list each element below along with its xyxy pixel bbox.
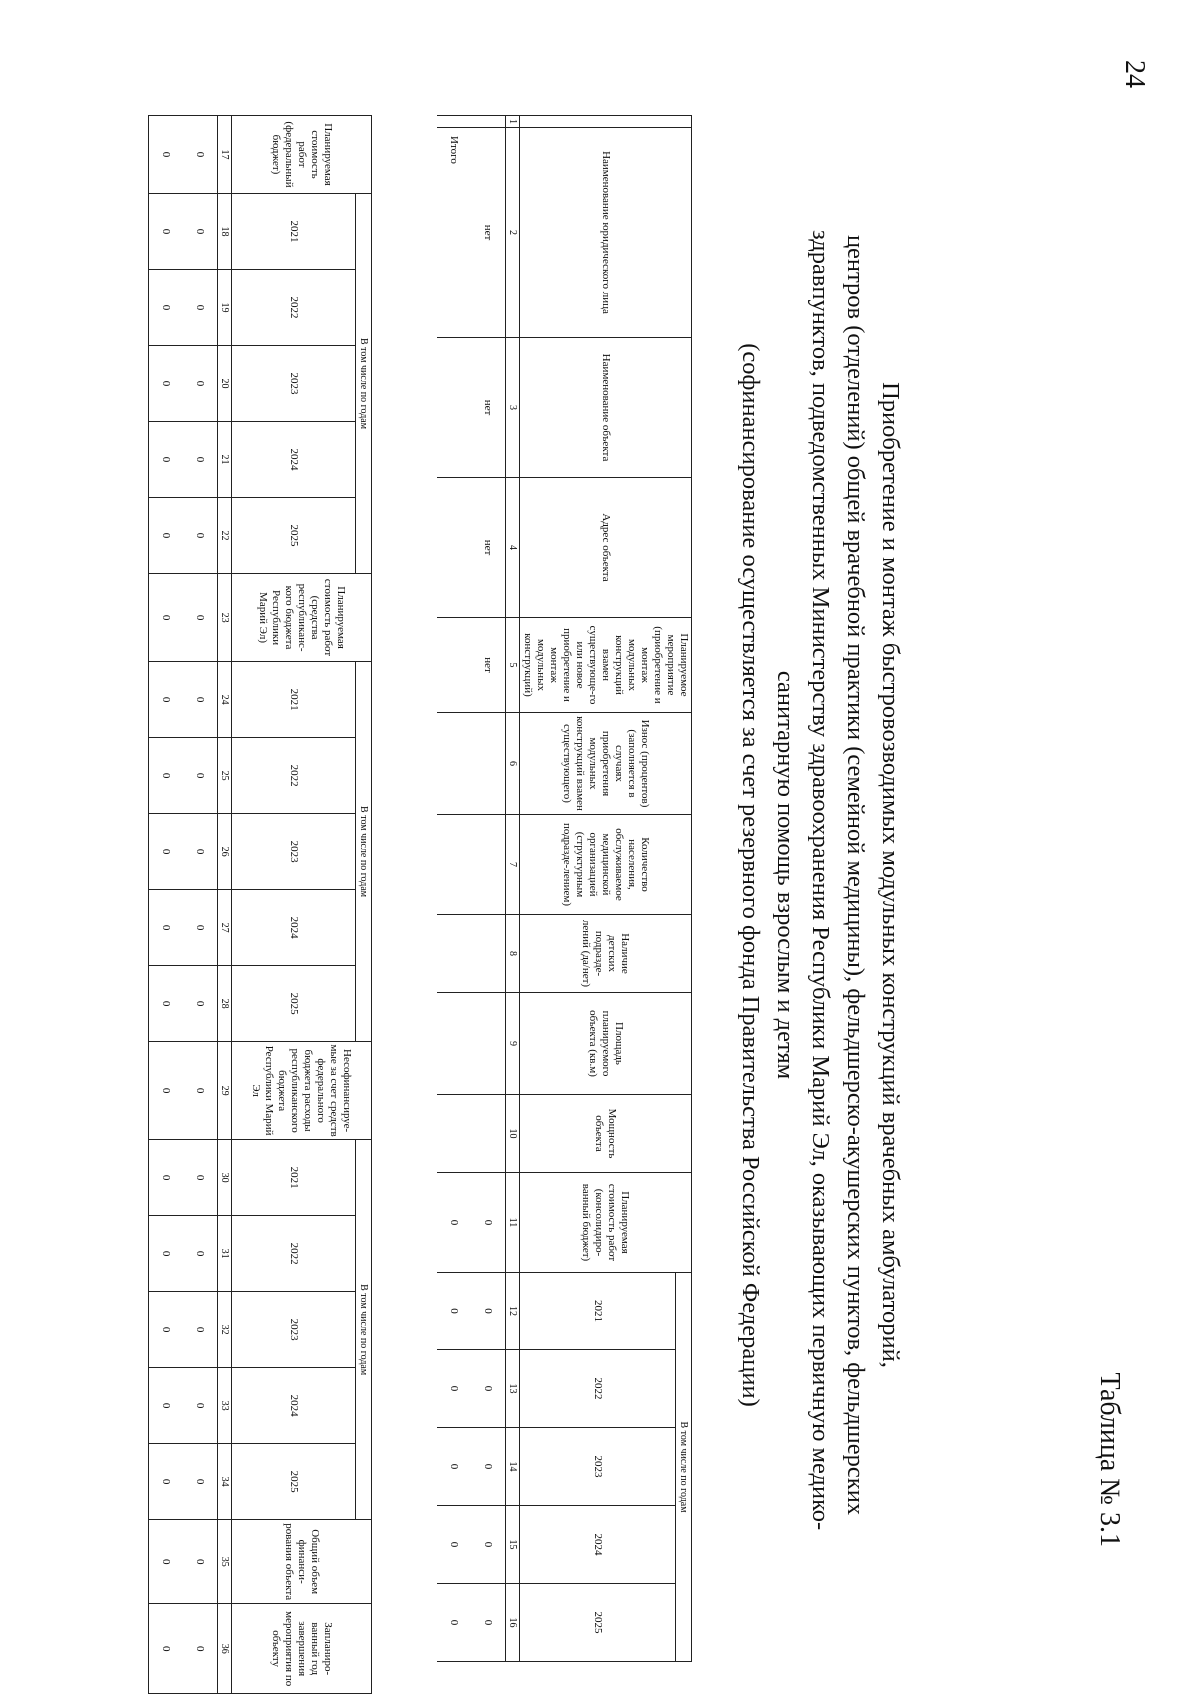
data-cell: 0 (437, 1350, 471, 1428)
data-cell: нет (471, 338, 506, 478)
col-number: 29 (218, 1042, 232, 1140)
data-cell: 0 (183, 890, 218, 966)
table2-header-row (356, 116, 372, 1694)
data-cell: 0 (471, 1584, 506, 1662)
data-cell: 0 (183, 814, 218, 890)
col-number: 8 (506, 915, 520, 993)
header-by-years: В том числе по годам (356, 662, 372, 1042)
data-cell: 0 (183, 270, 218, 346)
col-number: 16 (506, 1584, 520, 1662)
col-number: 15 (506, 1506, 520, 1584)
data-cell: 0 (183, 966, 218, 1042)
title-line: центров (отделений) общей врачебной практики (семейной медицины), фельдшерско-акушерских пунктов, фельдшерских (842, 234, 869, 1516)
col-number: 12 (506, 1273, 520, 1350)
col-number: 3 (506, 338, 520, 478)
page-number: 24 (1119, 60, 1150, 88)
data-cell: 0 (183, 194, 218, 270)
table-row-total (437, 116, 471, 1662)
year-cell: 2024 (232, 422, 356, 498)
table2-numbers-row (218, 116, 232, 1694)
col-number: 25 (218, 738, 232, 814)
data-cell: 0 (183, 346, 218, 422)
data-cell: 0 (183, 1520, 218, 1604)
year-cell: 2024 (232, 1368, 356, 1444)
col-number: 9 (506, 993, 520, 1095)
title-line: здравпунктов, подведомственных Министерству здравоохранения Республики Марий Эл, оказывающих первичную медико- (807, 230, 834, 1531)
data-cell: 0 (437, 1428, 471, 1506)
year-cell: 2025 (232, 966, 356, 1042)
data-cell: 0 (183, 498, 218, 574)
col-number: 7 (506, 815, 520, 915)
col-number: 31 (218, 1216, 232, 1292)
data-cell: 0 (149, 1520, 184, 1604)
col-number: 33 (218, 1368, 232, 1444)
header-planned-activity: Планируемое мероприятие (приобретение и монтаж модульных конструкций взамен существующе-го или новое приобретение и монтаж модульных конструкций) (520, 618, 692, 713)
data-cell: 0 (183, 1292, 218, 1368)
data-cell: 0 (149, 1140, 184, 1216)
data-cell: 0 (471, 1506, 506, 1584)
data-cell (471, 993, 506, 1095)
data-cell: 0 (149, 1444, 184, 1520)
year-cell: 2021 (232, 662, 356, 738)
year-cell: 2025 (232, 1444, 356, 1520)
table1-numbers-row (506, 116, 520, 1662)
title-line: санитарную помощь взрослым и детям (772, 670, 799, 1080)
data-cell (471, 815, 506, 915)
year-cell: 2022 (520, 1350, 676, 1428)
year-cell: 2023 (232, 346, 356, 422)
year-cell: 2025 (232, 498, 356, 574)
col-number: 24 (218, 662, 232, 738)
header-total-financing: Общий объем финанси-рования объекта (232, 1520, 372, 1604)
data-cell: 0 (149, 346, 184, 422)
year-cell: 2023 (232, 814, 356, 890)
data-cell: нет (471, 478, 506, 618)
year-cell: 2021 (232, 1140, 356, 1216)
col-number: 32 (218, 1292, 232, 1368)
data-cell (437, 815, 471, 915)
data-cell (437, 915, 471, 993)
col-number: 18 (218, 194, 232, 270)
header-cell (520, 116, 692, 128)
data-cell: 0 (149, 422, 184, 498)
col-number: 14 (506, 1428, 520, 1506)
header-nonfinanced: Несофинансируе-мые за счет средств федерального бюджета расходы республиканского бюджета Республики Марий Эл (232, 1042, 372, 1140)
table-label: Таблица № 3.1 (1094, 1372, 1125, 1547)
table-objects (437, 115, 692, 1662)
data-cell: 0 (183, 1140, 218, 1216)
data-cell: 0 (149, 890, 184, 966)
header-children-units: Наличие детских подразде-лений (да/нет) (520, 915, 692, 993)
col-number: 36 (218, 1604, 232, 1694)
header-capacity: Мощность объекта (520, 1095, 692, 1173)
data-cell: 0 (149, 662, 184, 738)
data-cell: 0 (149, 966, 184, 1042)
year-cell: 2021 (232, 194, 356, 270)
data-cell: 0 (437, 1506, 471, 1584)
table-row (183, 116, 218, 1694)
data-cell (437, 116, 471, 128)
document-title (733, 230, 908, 1531)
data-cell (437, 1095, 471, 1173)
table-row (471, 116, 506, 1662)
year-cell: 2022 (232, 1216, 356, 1292)
data-cell: 0 (183, 1444, 218, 1520)
data-cell: 0 (149, 814, 184, 890)
col-number: 19 (218, 270, 232, 346)
col-number: 34 (218, 1444, 232, 1520)
data-cell: 0 (149, 194, 184, 270)
data-cell (437, 993, 471, 1095)
data-cell (471, 713, 506, 815)
col-number: 21 (218, 422, 232, 498)
data-cell: нет (471, 618, 506, 713)
year-cell: 2024 (520, 1506, 676, 1584)
data-cell: 0 (471, 1273, 506, 1350)
data-cell: 0 (183, 662, 218, 738)
data-cell (471, 1095, 506, 1173)
table2-years-row (232, 116, 356, 1694)
header-area: Площадь планируемого объекта (кв.м) (520, 993, 692, 1095)
col-number: 27 (218, 890, 232, 966)
data-cell (437, 618, 471, 713)
data-cell: 0 (149, 574, 184, 662)
col-number: 20 (218, 346, 232, 422)
year-cell: 2025 (520, 1584, 676, 1662)
data-cell: 0 (437, 1173, 471, 1273)
title-line: (софинансирование осуществляется за счет резервного фонда Правительства Российской Федерации) (737, 343, 764, 1407)
col-number: 23 (218, 574, 232, 662)
data-cell: 0 (149, 270, 184, 346)
data-cell: 0 (183, 116, 218, 194)
data-cell: 0 (471, 1428, 506, 1506)
year-cell: 2022 (232, 738, 356, 814)
data-cell: нет (471, 128, 506, 338)
data-cell: 0 (149, 498, 184, 574)
data-cell: 0 (437, 1584, 471, 1662)
data-cell (471, 915, 506, 993)
data-cell: 0 (149, 1368, 184, 1444)
data-cell: 0 (471, 1173, 506, 1273)
col-number: 22 (218, 498, 232, 574)
col-number: 30 (218, 1140, 232, 1216)
header-completion-year: Запланиро-ванный год завершения мероприятия по объекту (232, 1604, 372, 1694)
table-financing (148, 115, 372, 1694)
data-cell: 0 (183, 1216, 218, 1292)
col-number: 1 (506, 116, 520, 128)
data-cell: 0 (149, 116, 184, 194)
header-by-years: В том числе по годам (356, 1140, 372, 1520)
year-cell: 2024 (232, 890, 356, 966)
data-cell (437, 713, 471, 815)
header-legal-entity: Наименование юридического лица (520, 128, 692, 338)
header-federal-cost: Планируемая стоимость работ (федеральный бюджет) (232, 116, 372, 194)
col-number: 6 (506, 713, 520, 815)
col-number: 4 (506, 478, 520, 618)
header-object-name: Наименование объекта (520, 338, 692, 478)
data-cell: 0 (149, 1292, 184, 1368)
header-object-address: Адрес объекта (520, 478, 692, 618)
table1-header-row (675, 116, 691, 1662)
data-cell: 0 (149, 1216, 184, 1292)
col-number: 10 (506, 1095, 520, 1173)
data-cell: 0 (437, 1273, 471, 1350)
data-cell: 0 (183, 422, 218, 498)
header-by-years: В том числе по годам (675, 1273, 691, 1662)
data-cell: 0 (149, 1042, 184, 1140)
col-number: 5 (506, 618, 520, 713)
header-wear: Износ (процентов) (заполняется в случаях приобретения модульных конструкций взамен существующего) (520, 713, 692, 815)
data-cell: 0 (471, 1350, 506, 1428)
data-cell (471, 116, 506, 128)
year-cell: 2022 (232, 270, 356, 346)
data-cell (437, 338, 471, 478)
year-cell: 2021 (520, 1273, 676, 1350)
data-cell (437, 478, 471, 618)
table-row (149, 116, 184, 1694)
header-republic-cost: Планируемая стоимость работ (средства республиканс-кого бюджета Республики Марий Эл) (232, 574, 372, 662)
data-cell: 0 (183, 1368, 218, 1444)
header-by-years: В том числе по годам (356, 194, 372, 574)
col-number: 26 (218, 814, 232, 890)
data-cell: 0 (149, 738, 184, 814)
data-cell: 0 (183, 738, 218, 814)
data-cell: 0 (183, 574, 218, 662)
col-number: 35 (218, 1520, 232, 1604)
col-number: 11 (506, 1173, 520, 1273)
year-cell: 2023 (520, 1428, 676, 1506)
data-cell: 0 (149, 1604, 184, 1694)
col-number: 13 (506, 1350, 520, 1428)
title-line: Приобретение и монтаж быстровозводимых модульных конструкций врачебных амбулаторий, (877, 382, 904, 1368)
data-cell: 0 (183, 1604, 218, 1694)
data-cell: 0 (183, 1042, 218, 1140)
col-number: 2 (506, 128, 520, 338)
total-label: Итого (437, 128, 471, 338)
header-planned-cost: Планируемая стоимость работ (консолидиро-ванный бюджет) (520, 1173, 692, 1273)
col-number: 17 (218, 116, 232, 194)
year-cell: 2023 (232, 1292, 356, 1368)
col-number: 28 (218, 966, 232, 1042)
header-population: Количество населения, обслуживаемое медицинской организацией (структурным подразде-лением) (520, 815, 692, 915)
